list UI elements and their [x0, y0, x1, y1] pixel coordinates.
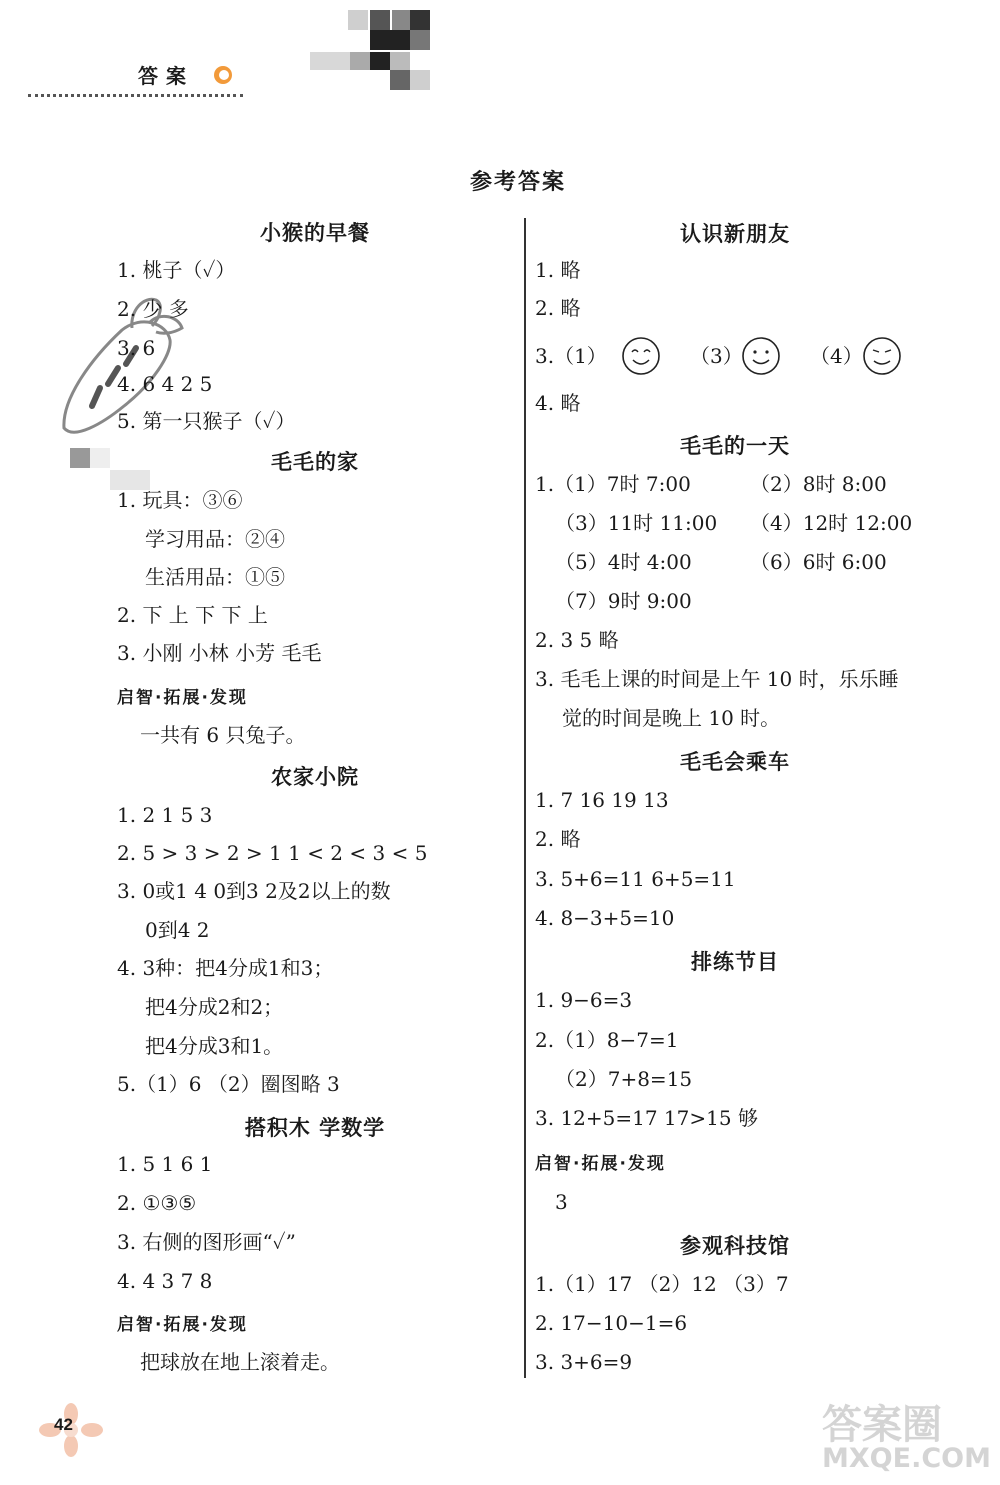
- answer-line: 2.（1）8−7=1: [535, 1028, 679, 1052]
- watermark-logo: 答案圈: [822, 1402, 942, 1448]
- answer-line: 5.（1）6 （2）圈图略 3: [117, 1072, 340, 1096]
- section-title: 排练节目: [691, 950, 779, 974]
- answer-line: 3: [555, 1190, 568, 1214]
- answer-line: 4. 3种：把4分成1和3；: [117, 956, 334, 980]
- answer-line: 2. 略: [535, 296, 581, 320]
- answer-line: 3. 3+6=9: [535, 1350, 633, 1374]
- header-brand: 答案: [138, 64, 194, 88]
- answer-line: （2）8时 8:00: [750, 472, 887, 496]
- subsection-title: 启智·拓展·发现: [535, 1154, 666, 1174]
- answer-line: 1. 9−6=3: [535, 988, 633, 1012]
- answer-line: 把4分成3和1。: [145, 1034, 284, 1058]
- answer-line: 3. 小刚 小林 小芳 毛毛: [117, 641, 322, 665]
- subsection-title: 启智·拓展·发现: [117, 688, 248, 708]
- answer-line: 3. 12+5=17 17>15 够: [535, 1106, 758, 1130]
- answer-line: 2. ①③⑤: [117, 1191, 197, 1215]
- answer-line: 4. 8−3+5=10: [535, 906, 675, 930]
- smiley-face-icon: [741, 336, 781, 376]
- answer-line: 4. 4 3 7 8: [117, 1269, 213, 1293]
- answer-line: 3. 右侧的图形画“✓”: [117, 1230, 296, 1254]
- header-divider: [28, 94, 243, 97]
- answer-line: 5. 第一只猴子（✓）: [117, 409, 296, 433]
- answer-line: （6）6时 6:00: [750, 550, 887, 574]
- answer-line: 3. 0或1 4 0到3 2及2以上的数: [117, 879, 391, 903]
- section-title: 参观科技馆: [680, 1234, 790, 1258]
- answer-line: 2. 少 多: [117, 297, 189, 321]
- answer-line: 2. 3 5 略: [535, 628, 619, 652]
- answer-line: 1.（1）17 （2）12 （3）7: [535, 1272, 789, 1296]
- column-divider: [524, 218, 526, 1378]
- answer-line: 3. 5+6=11 6+5=11: [535, 867, 736, 891]
- answer-line: （3）11时 11:00: [555, 511, 718, 535]
- answer-line: 3.（1）: [535, 344, 607, 368]
- section-title: 毛毛的一天: [680, 434, 790, 458]
- answer-line: 生活用品：①⑤: [145, 565, 285, 589]
- watermark-url: MXQE.COM: [822, 1443, 991, 1474]
- answer-line: 2. 略: [535, 827, 581, 851]
- answer-line: 1. 玩具：③⑥: [117, 488, 243, 512]
- answer-line: （7）9时 9:00: [555, 589, 692, 613]
- answer-line: 2. 下 上 下 下 上: [117, 603, 268, 627]
- answer-line: 3. 毛毛上课的时间是上午 10 时，乐乐睡: [535, 667, 899, 691]
- answer-line: （4）12时 12:00: [750, 511, 913, 535]
- answer-line: 1. 略: [535, 258, 581, 282]
- section-title: 搭积木 学数学: [244, 1116, 386, 1140]
- section-title: 认识新朋友: [680, 222, 790, 246]
- answer-line: 把球放在地上滚着走。: [140, 1350, 340, 1374]
- answer-line: 1. 2 1 5 3: [117, 803, 213, 827]
- section-title: 农家小院: [271, 765, 359, 789]
- subsection-title: 启智·拓展·发现: [117, 1315, 248, 1335]
- answer-line: 4. 6 4 2 5: [117, 372, 213, 396]
- answer-line: 觉的时间是晚上 10 时。: [562, 706, 781, 730]
- answer-line: 2. 17−10−1=6: [535, 1311, 688, 1335]
- section-title: 毛毛的家: [271, 450, 359, 474]
- answer-line: （2）7+8=15: [555, 1067, 693, 1091]
- answer-line: （5）4时 4:00: [555, 550, 692, 574]
- answer-line: 一共有 6 只兔子。: [140, 723, 306, 747]
- smiley-face-icon: [862, 336, 902, 376]
- answer-line: （3）: [690, 344, 743, 368]
- answer-line: 1. 7 16 19 13: [535, 788, 669, 812]
- answer-line: 把4分成2和2；: [145, 995, 284, 1019]
- page-title: 参考答案: [470, 170, 567, 195]
- section-title: 毛毛会乘车: [680, 750, 790, 774]
- answer-line: 2. 5 > 3 > 2 > 1 1 < 2 < 3 < 5: [117, 841, 428, 865]
- answer-line: 1. 桃子（✓）: [117, 258, 236, 282]
- answer-line: 3. 6: [117, 336, 156, 360]
- answer-line: 1. 5 1 6 1: [117, 1152, 213, 1176]
- answer-line: 1.（1）7时 7:00: [535, 472, 691, 496]
- answer-line: 4. 略: [535, 391, 581, 415]
- section-title: 小猴的早餐: [260, 221, 370, 245]
- brand-circle-icon: [212, 64, 234, 86]
- answer-line: 学习用品：②④: [145, 527, 285, 551]
- answer-line: （4）: [810, 344, 863, 368]
- page-number: 42: [54, 1415, 73, 1434]
- answer-line: 0到4 2: [145, 918, 210, 942]
- smiley-face-icon: [621, 336, 661, 376]
